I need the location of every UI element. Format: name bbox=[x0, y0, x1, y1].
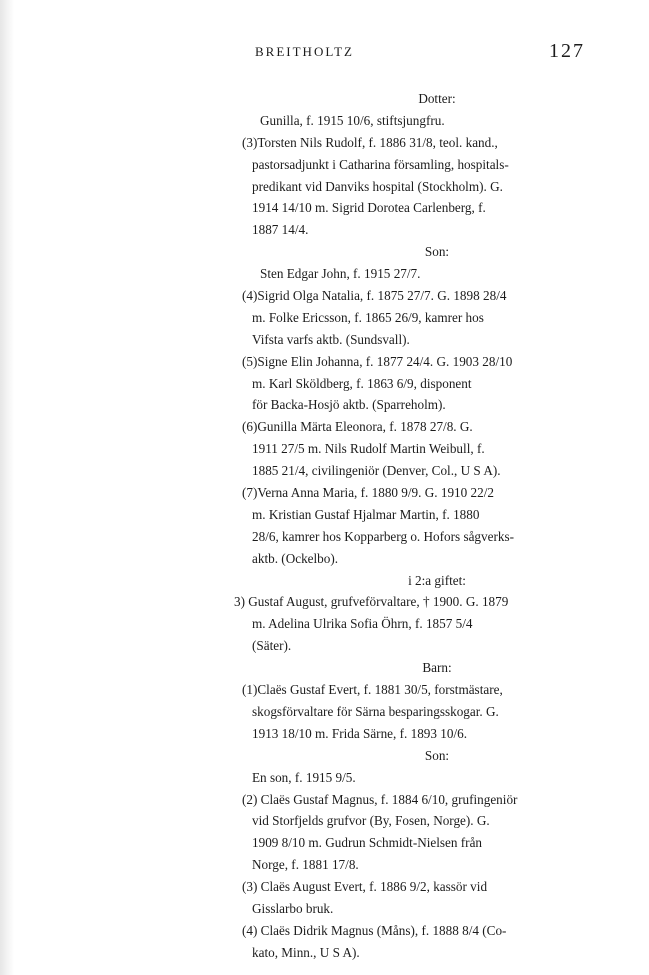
text-line: Gisslarbo bruk. bbox=[252, 900, 334, 916]
text-line: aktb. (Ockelbo). bbox=[252, 550, 339, 566]
text-line: (Säter). bbox=[252, 638, 292, 654]
text-line: m. Adelina Ulrika Sofia Öhrn, f. 1857 5/4 bbox=[252, 616, 473, 632]
text-line: skogsförvaltare för Särna besparingsskogar. G. bbox=[252, 703, 499, 719]
text-line: 1913 18/10 m. Frida Särne, f. 1893 10/6. bbox=[252, 725, 468, 741]
text-line: 28/6, kamrer hos Kopparberg o. Hofors sågverks- bbox=[252, 528, 514, 544]
text-line: m. Folke Ericsson, f. 1865 26/9, kamrer hos bbox=[252, 309, 484, 325]
text-line: vid Storfjelds grufvor (By, Fosen, Norge). G. bbox=[252, 813, 490, 829]
text-line: Vifsta varfs aktb. (Sundsvall). bbox=[252, 331, 410, 347]
text-line: 1887 14/4. bbox=[252, 222, 309, 238]
scan-edge-shadow bbox=[0, 0, 14, 975]
text-line: (1)Claës Gustaf Evert, f. 1881 30/5, forstmästare, bbox=[242, 682, 503, 698]
text-line: (3)Torsten Nils Rudolf, f. 1886 31/8, teol. kand., bbox=[242, 134, 498, 150]
text-line: (4) Claës Didrik Magnus (Måns), f. 1888 8/4 (Co- bbox=[242, 922, 507, 938]
text-line: kato, Minn., U S A). bbox=[252, 944, 360, 960]
text-line: 1909 8/10 m. Gudrun Schmidt-Nielsen från bbox=[252, 835, 483, 851]
body-text bbox=[234, 88, 622, 964]
text-line: 1911 27/5 m. Nils Rudolf Martin Weibull, f. bbox=[252, 441, 485, 457]
text-line: (2) Claës Gustaf Magnus, f. 1884 6/10, grufingeniör bbox=[242, 791, 518, 807]
text-line: Norge, f. 1881 17/8. bbox=[252, 857, 359, 873]
text-line: 3) Gustaf August, grufveförvaltare, † 1900. G. 1879 bbox=[234, 594, 509, 610]
text-line: (3) Claës August Evert, f. 1886 9/2, kassör vid bbox=[242, 879, 488, 895]
text-line: (6)Gunilla Märta Eleonora, f. 1878 27/8. G. bbox=[242, 419, 473, 435]
text-line: pastorsadjunkt i Catharina församling, hospitals- bbox=[252, 156, 509, 172]
text-line: En son, f. 1915 9/5. bbox=[252, 769, 356, 785]
running-head bbox=[255, 40, 585, 64]
subheading-barn: Barn: bbox=[422, 660, 452, 676]
text-line: (5)Signe Elin Johanna, f. 1877 24/4. G. 1903 28/10 bbox=[242, 353, 513, 369]
text-line: (7)Verna Anna Maria, f. 1880 9/9. G. 1910 22/2 bbox=[242, 485, 494, 501]
text-line: Sten Edgar John, f. 1915 27/7. bbox=[260, 266, 421, 282]
subheading-dotter: Dotter: bbox=[418, 91, 456, 106]
subheading-i-2a-giftet: i 2:a giftet: bbox=[408, 572, 466, 588]
subheading-son-2: Son: bbox=[424, 747, 450, 763]
text-line: m. Karl Sköldberg, f. 1863 6/9, disponent bbox=[252, 375, 472, 391]
text-line: 1914 14/10 m. Sigrid Dorotea Carlenberg, f. bbox=[252, 200, 486, 216]
text-line: predikant vid Danviks hospital (Stockholm). G. bbox=[252, 178, 503, 194]
text-line: för Backa-Hosjö aktb. (Sparreholm). bbox=[252, 397, 446, 413]
subheading-son: Son: bbox=[424, 244, 450, 260]
page-number: 127 bbox=[549, 40, 585, 62]
text-line: (4)Sigrid Olga Natalia, f. 1875 27/7. G. 1898 28/4 bbox=[242, 288, 507, 304]
text-line: m. Kristian Gustaf Hjalmar Martin, f. 1880 bbox=[252, 506, 480, 522]
text-line: Gunilla, f. 1915 10/6, stiftsjungfru. bbox=[260, 112, 445, 128]
running-head-title: BREITHOLTZ bbox=[255, 44, 354, 59]
text-line: 1885 21/4, civilingeniör (Denver, Col., U S A). bbox=[252, 463, 501, 479]
